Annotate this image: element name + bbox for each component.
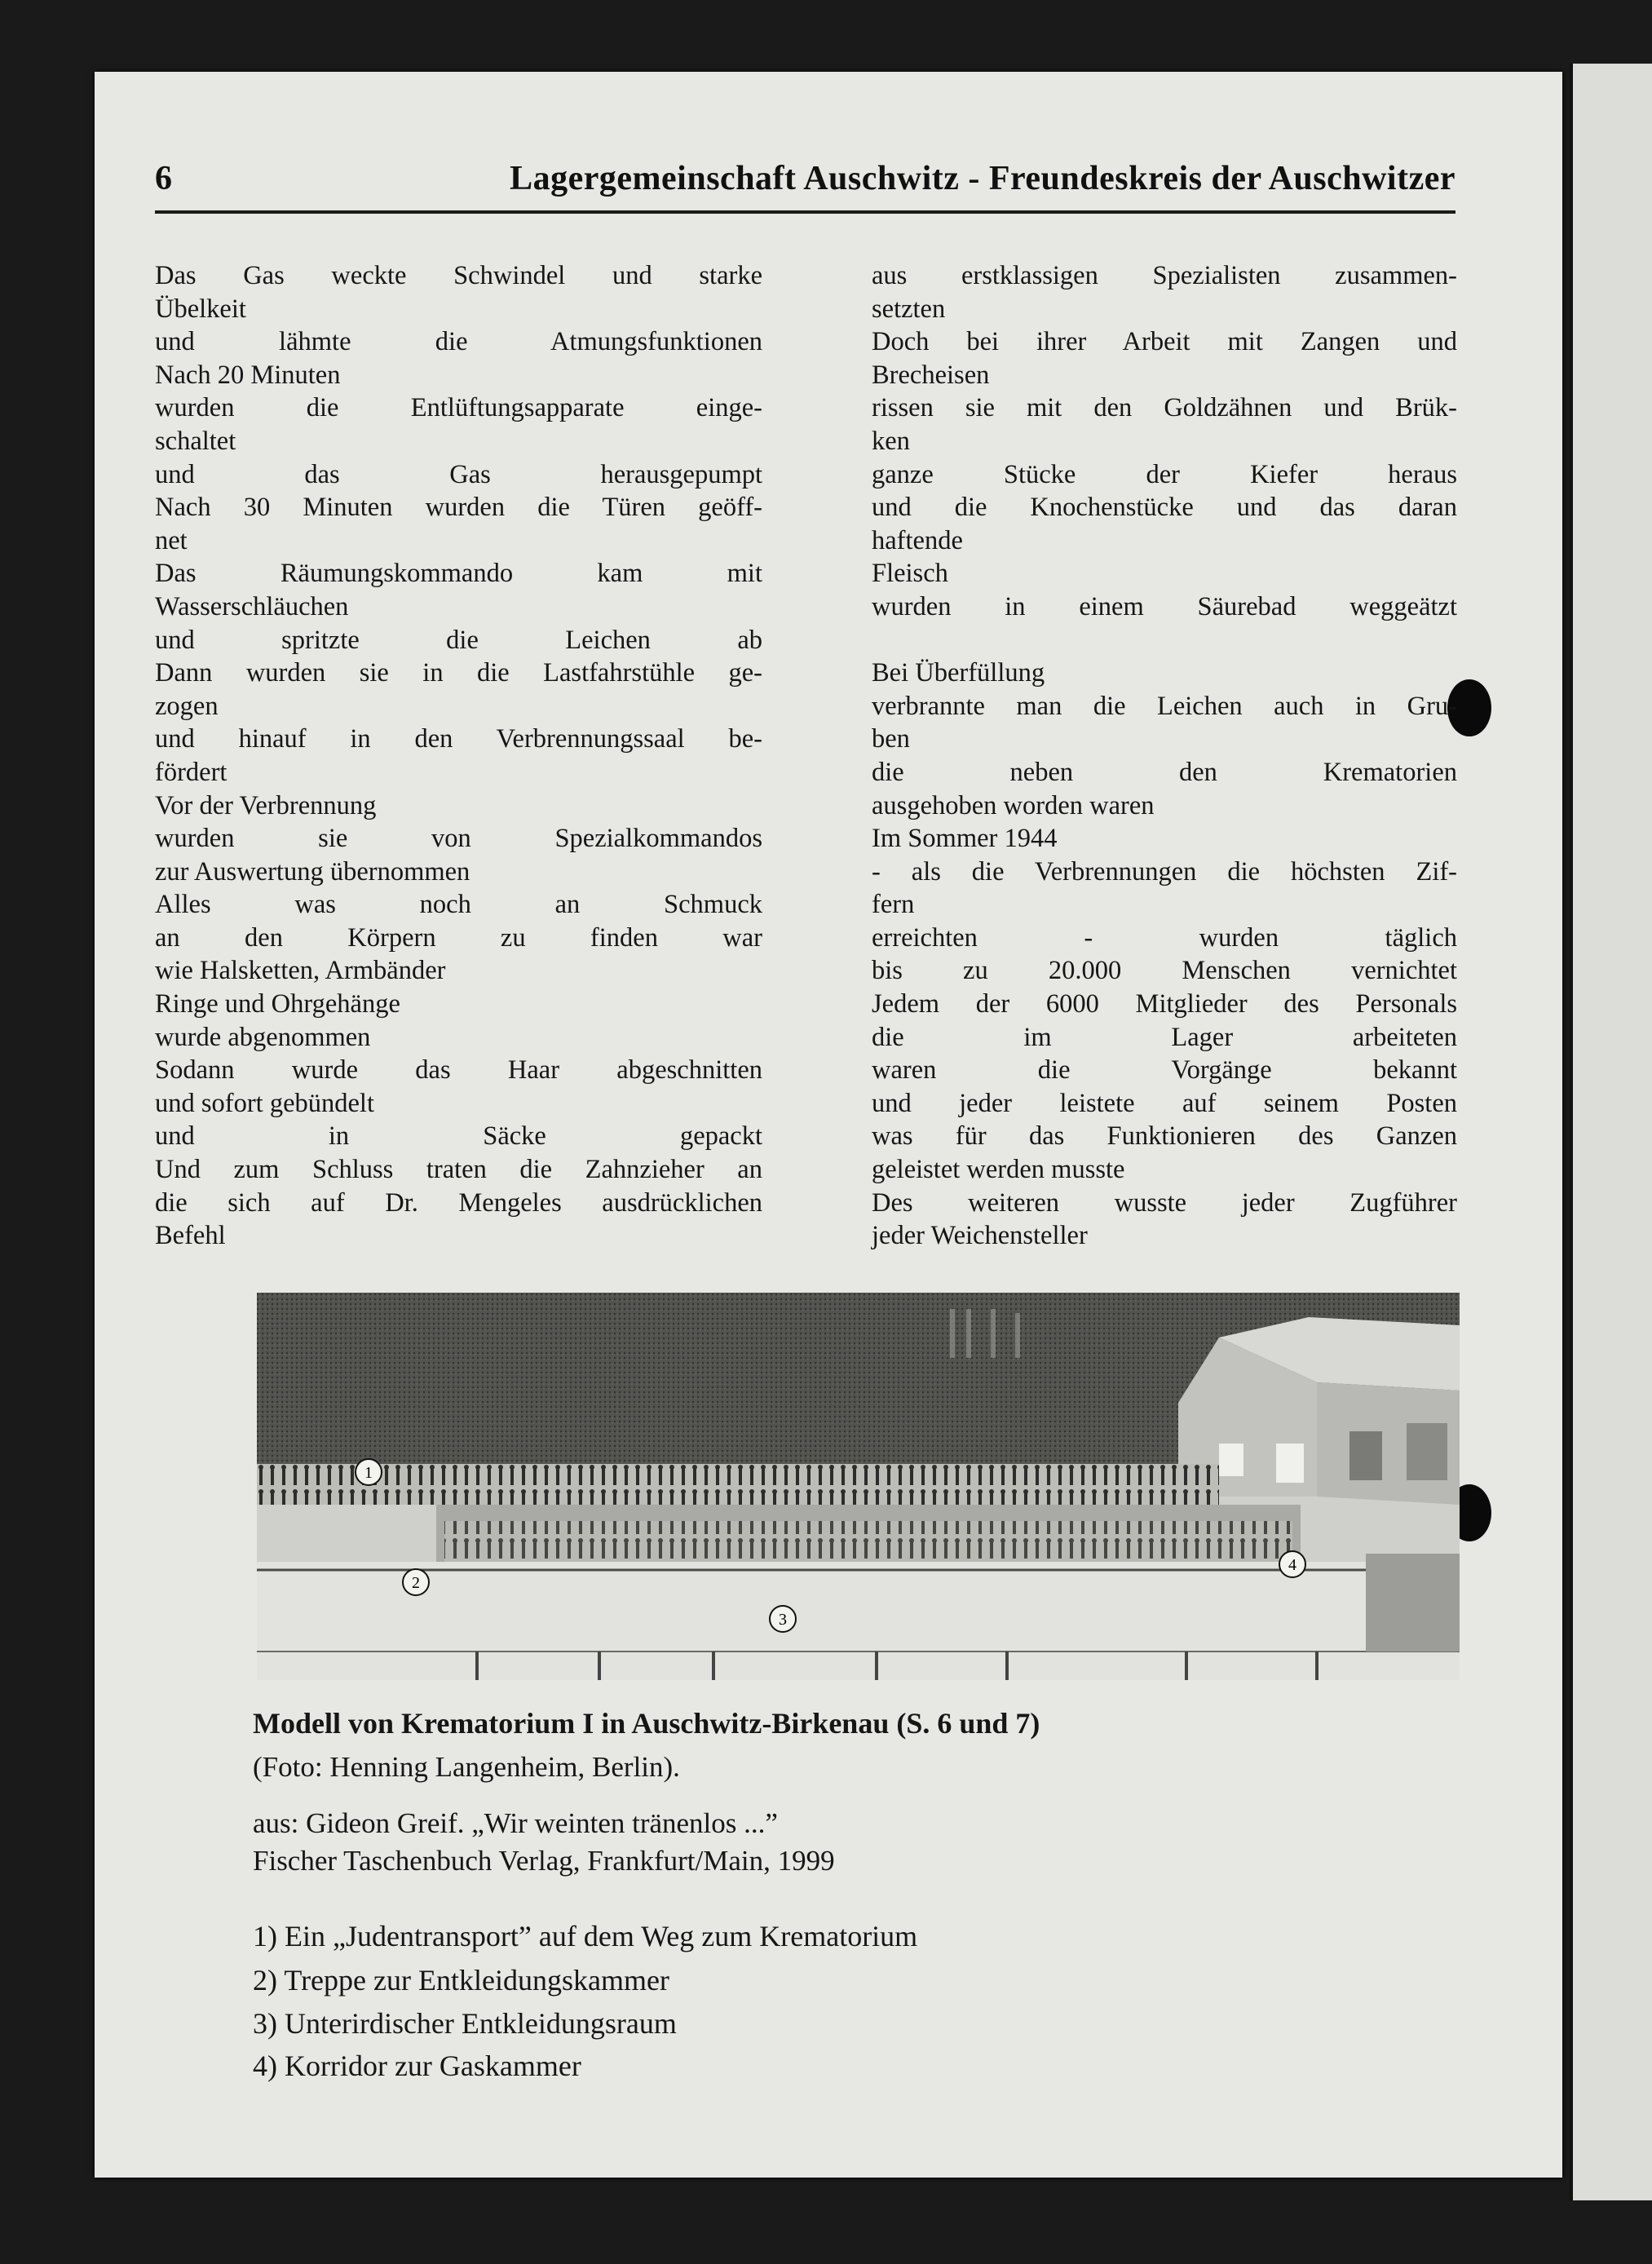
- right-column-line: setzten: [872, 294, 946, 324]
- building-model: [1178, 1317, 1460, 1505]
- left-column-line: fördert: [155, 757, 227, 787]
- left-column-line: wurden sie von Spezialkommandos: [155, 824, 762, 854]
- right-column-line: ganze Stücke der Kiefer heraus: [872, 459, 1457, 489]
- left-column-line: Befehl: [155, 1221, 226, 1251]
- marker-1: 1: [364, 1464, 373, 1482]
- left-column-line: Wasserschläuchen: [155, 591, 349, 621]
- photo-illustration: [257, 1293, 1460, 1680]
- photo-credit: (Foto: Henning Langenheim, Berlin).: [253, 1751, 680, 1783]
- right-column-line: Jedem der 6000 Mitglieder des Personals: [872, 989, 1457, 1019]
- right-column-line: waren die Vorgänge bekannt: [872, 1055, 1457, 1086]
- legend-item-2: 2) Treppe zur Entkleidungskammer: [253, 1964, 669, 1996]
- left-column-line: schaltet: [155, 426, 236, 456]
- left-column-line: Übelkeit: [155, 294, 246, 324]
- right-column-line: bis zu 20.000 Menschen vernichtet: [872, 956, 1457, 986]
- legend-item-4: 4) Korridor zur Gaskammer: [253, 2050, 581, 2082]
- right-column-line: ben: [872, 724, 910, 754]
- marker-3: 3: [779, 1611, 787, 1629]
- right-column-line: jeder Weichensteller: [872, 1221, 1088, 1251]
- adjacent-page-edge: [1570, 64, 1652, 2200]
- left-column-line: und spritzte die Leichen ab: [155, 625, 762, 655]
- right-column-line: ken: [872, 426, 910, 456]
- right-column-line: Des weiteren wusste jeder Zugführer: [872, 1187, 1457, 1218]
- right-column-line: Im Sommer 1944: [872, 824, 1058, 854]
- right-column-line: und jeder leistete auf seinem Posten: [872, 1088, 1457, 1118]
- right-column-spacer: [872, 624, 1457, 657]
- left-column-line: zur Auswertung übernommen: [155, 856, 470, 887]
- left-column-line: Und zum Schluss traten die Zahnzieher an: [155, 1155, 762, 1185]
- left-column-line: und sofort gebündelt: [155, 1088, 374, 1118]
- right-column-line: wurden in einem Säurebad weggeätzt: [872, 591, 1457, 621]
- left-column-line: wurde abgenommen: [155, 1022, 371, 1052]
- crematorium-model-photo: [257, 1293, 1460, 1680]
- left-column-line: Sodann wurde das Haar abgeschnitten: [155, 1055, 762, 1086]
- left-column-line: Ringe und Ohrgehänge: [155, 989, 400, 1019]
- page-header: [155, 159, 1455, 198]
- left-column-line: und das Gas herausgepumpt: [155, 459, 762, 489]
- left-column-line: net: [155, 525, 188, 555]
- left-column-line: Nach 20 Minuten: [155, 360, 341, 390]
- right-column-line: aus erstklassigen Spezialisten zusammen-: [872, 261, 1457, 290]
- left-column-line: wie Halsketten, Armbänder: [155, 956, 446, 986]
- left-column-line: die sich auf Dr. Mengeles ausdrücklichen: [155, 1187, 762, 1218]
- left-column-line: Dann wurden sie in die Lastfahrstühle ge-: [155, 658, 762, 688]
- left-column-line: Vor der Verbrennung: [155, 790, 377, 820]
- left-column-line: Das Gas weckte Schwindel und starke: [155, 261, 762, 290]
- right-column-line: ausgehoben worden waren: [872, 790, 1155, 820]
- left-column-line: an den Körpern zu finden war: [155, 922, 762, 953]
- right-column-line: Doch bei ihrer Arbeit mit Zangen und: [872, 327, 1457, 357]
- figure-caption-title: Modell von Krematorium I in Auschwitz-Birkenau (S. 6 und 7): [253, 1707, 1040, 1740]
- left-column-line: und lähmte die Atmungsfunktionen: [155, 327, 762, 357]
- right-column-line: und die Knochenstücke und das daran: [872, 493, 1457, 523]
- left-column-line: Das Räumungskommando kam mit: [155, 559, 762, 589]
- left-column-line: und in Säcke gepackt: [155, 1121, 762, 1152]
- legend-item-1: 1) Ein „Judentransport” auf dem Weg zum Krematorium: [253, 1920, 918, 1952]
- source-line-2: Fischer Taschenbuch Verlag, Frankfurt/Main, 1999: [253, 1845, 835, 1877]
- right-column-line: was für das Funktionieren des Ganzen: [872, 1121, 1457, 1152]
- right-column-line: Brecheisen: [872, 360, 990, 390]
- left-column-line: und hinauf in den Verbrennungssaal be-: [155, 724, 762, 754]
- right-column-line: Bei Überfüllung: [872, 658, 1045, 688]
- right-column-line: haftende: [872, 525, 963, 555]
- right-column-line: die im Lager arbeiteten: [872, 1022, 1457, 1052]
- right-column-line: erreichten - wurden täglich: [872, 922, 1457, 953]
- header-title: Lagergemeinschaft Auschwitz - Freundeskreis der Auschwitzer: [510, 160, 1455, 197]
- right-column-line: die neben den Krematorien: [872, 757, 1457, 787]
- left-column-line: Alles was noch an Schmuck: [155, 890, 762, 920]
- legend-item-3: 3) Unterirdischer Entkleidungsraum: [253, 2007, 677, 2040]
- right-column: [872, 259, 1457, 1253]
- header-rule: [155, 210, 1455, 214]
- right-column-line: - als die Verbrennungen die höchsten Zif-: [872, 856, 1457, 887]
- left-column-line: Nach 30 Minuten wurden die Türen geöff-: [155, 493, 762, 523]
- right-column-line: fern: [872, 890, 915, 920]
- right-column-line: Fleisch: [872, 559, 948, 589]
- right-column-line: geleistet werden musste: [872, 1155, 1125, 1185]
- marker-4: 4: [1288, 1556, 1296, 1574]
- page-number: 6: [155, 160, 172, 197]
- left-column: [155, 259, 762, 1253]
- right-column-line: rissen sie mit den Goldzähnen und Brük-: [872, 393, 1457, 423]
- source-line-1: aus: Gideon Greif. „Wir weinten tränenlos ...”: [253, 1807, 778, 1839]
- right-column-line: verbrannte man die Leichen auch in Gru-: [872, 691, 1457, 721]
- left-column-line: wurden die Entlüftungsapparate einge-: [155, 393, 762, 423]
- marker-2: 2: [412, 1574, 420, 1592]
- left-column-line: zogen: [155, 691, 219, 721]
